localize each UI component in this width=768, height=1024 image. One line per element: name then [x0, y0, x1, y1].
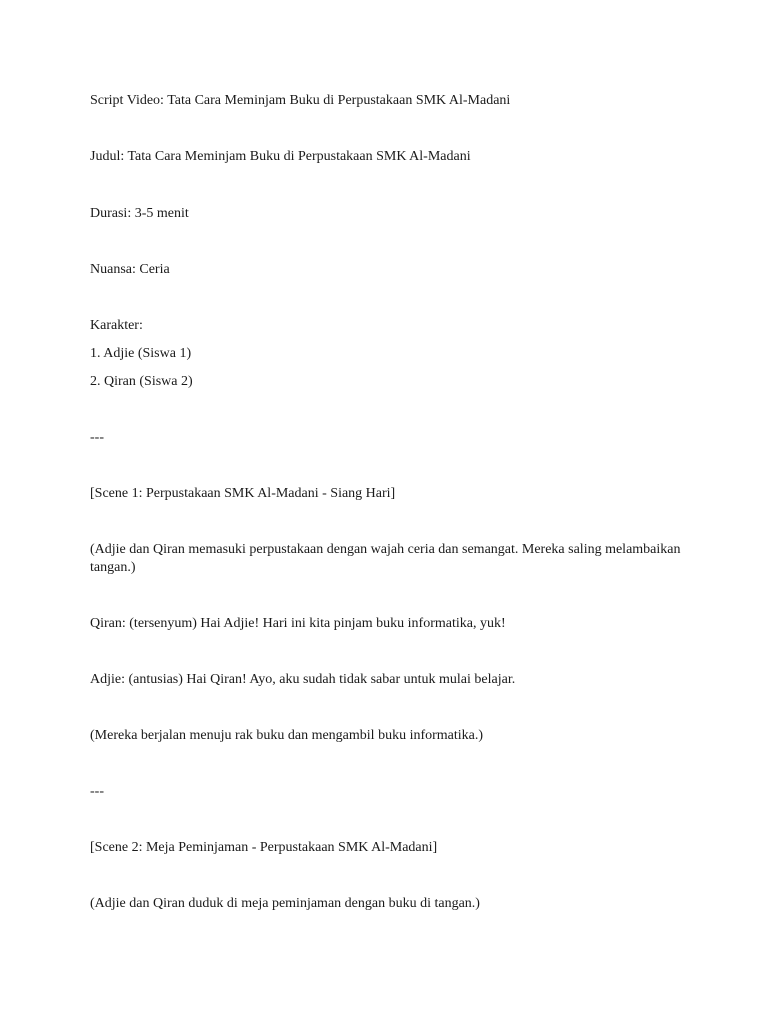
durasi-line: Durasi: 3-5 menit — [90, 206, 189, 221]
karakter-item-adjie: 1. Adjie (Siswa 1) — [90, 346, 192, 361]
scene-1-dialog-adjie: Adjie: (antusias) Hai Qiran! Ayo, aku sudah tidak sabar untuk mulai belajar. — [90, 672, 516, 687]
scene-1-dialog-qiran: Qiran: (tersenyum) Hai Adjie! Hari ini kita pinjam buku informatika, yuk! — [90, 616, 506, 631]
scene-1-direction-enter: (Adjie dan Qiran memasuki perpustakaan dengan wajah ceria dan semangat. Mereka saling melambaikan tangan.) — [90, 542, 681, 575]
separator: --- — [90, 430, 104, 445]
nuansa-line: Nuansa: Ceria — [90, 262, 170, 277]
karakter-item-qiran: 2. Qiran (Siswa 2) — [90, 374, 193, 389]
script-title: Script Video: Tata Cara Meminjam Buku di Perpustakaan SMK Al-Madani — [90, 93, 511, 108]
scene-1-heading: [Scene 1: Perpustakaan SMK Al-Madani - Siang Hari] — [90, 486, 396, 501]
separator: --- — [90, 784, 104, 799]
scene-2-direction-desk: (Adjie dan Qiran duduk di meja peminjaman dengan buku di tangan.) — [90, 896, 480, 911]
scene-2-heading: [Scene 2: Meja Peminjaman - Perpustakaan SMK Al-Madani] — [90, 840, 438, 855]
judul-line: Judul: Tata Cara Meminjam Buku di Perpustakaan SMK Al-Madani — [90, 149, 471, 164]
karakter-label: Karakter: — [90, 318, 143, 333]
scene-1-direction-shelf: (Mereka berjalan menuju rak buku dan mengambil buku informatika.) — [90, 728, 484, 743]
